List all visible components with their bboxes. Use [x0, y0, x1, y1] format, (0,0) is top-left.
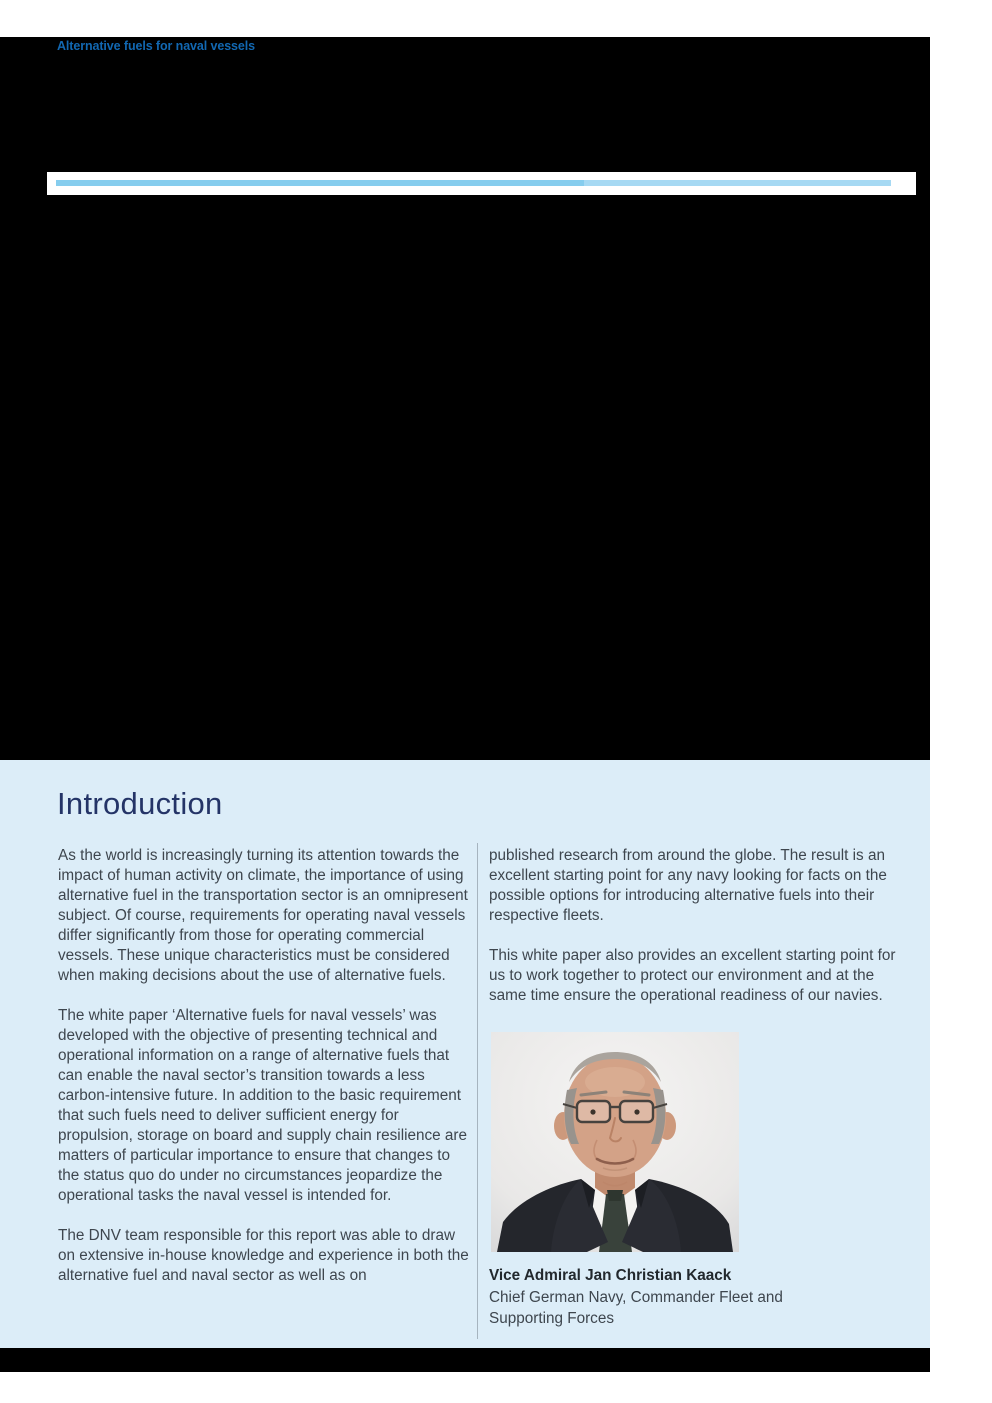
blue-rule-right [584, 180, 891, 186]
caption-role: Chief German Navy, Commander Fleet and Supporting Forces [489, 1289, 783, 1327]
bottom-black-bar [0, 1348, 930, 1372]
intro-right-column [489, 846, 903, 1026]
section-heading: Introduction [57, 786, 223, 821]
portrait-photo [491, 1032, 739, 1252]
column-divider [477, 843, 478, 1339]
paragraph: published research from around the globe. The result is an excellent starting point for any navy looking for facts on the possible options for introducing alternative fuels into their respective fleets. [489, 847, 887, 924]
paragraph: The white paper ‘Alternative fuels for naval vessels’ was developed with the objective of presenting technical and operational information on a range of alternative fuels that can enable the naval sector’s transition towards a less carbon-intensive future. In addition to the basic requirement that such fuels need to deliver sufficient energy for propulsion, storage on board and supply chain resilience are matters of particular importance to ensure that changes to the status quo do under no circumstances jeopardize the operational tasks the naval vessel is intended for. [58, 1007, 468, 1204]
intro-left-column [58, 846, 472, 1306]
cover-white-band [47, 172, 916, 195]
paragraph: The DNV team responsible for this report was able to draw on extensive in-house knowledge and experience in both the alternative fuel and naval sector as well as on [58, 1227, 469, 1284]
cover-image-area [0, 37, 930, 760]
blue-rule-left [56, 180, 584, 186]
paragraph: As the world is increasingly turning its attention towards the impact of human activity on climate, the importance of using alternative fuel in the transportation sector is an omnipresent subject. Of course, requirements for operating naval vessels differ significantly from those for operating commercial vessels. These unique characteristics must be considered when making decisions about the use of alternative fuels. [58, 847, 468, 984]
photo-caption [489, 1265, 819, 1329]
introduction-section [0, 760, 930, 1348]
running-title: Alternative fuels for naval vessels [57, 39, 255, 53]
paragraph: This white paper also provides an excellent starting point for us to work together to protect our environment and at the same time ensure the operational readiness of our navies. [489, 947, 896, 1004]
caption-name: Vice Admiral Jan Christian Kaack [489, 1267, 732, 1284]
